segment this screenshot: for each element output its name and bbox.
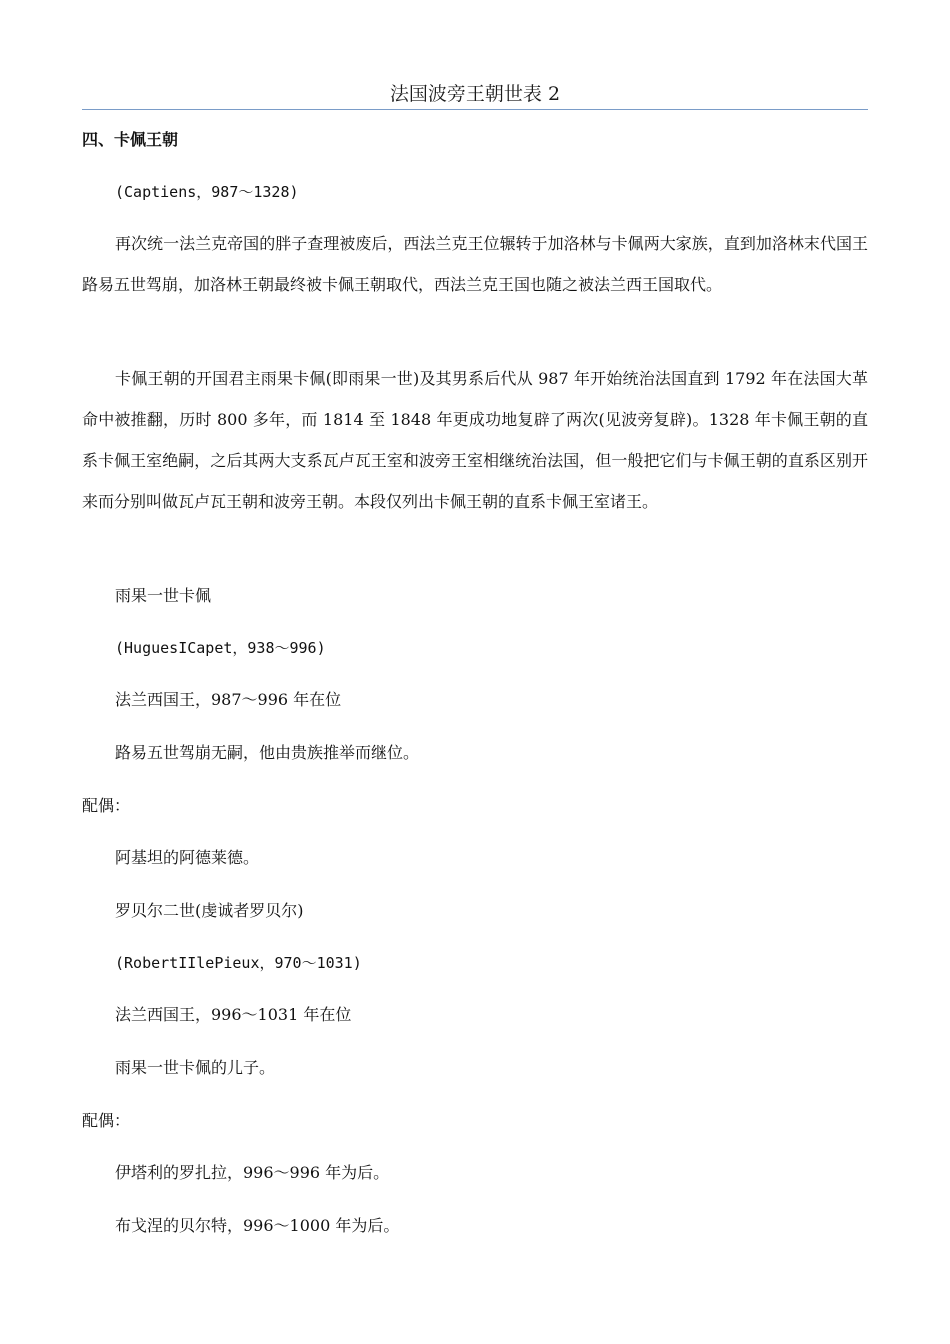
king-reign: 法兰西国王，996～1031 年在位 xyxy=(115,1005,352,1024)
paragraph-intro: 再次统一法兰克帝国的胖子查理被废后，西法兰克王位辗转于加洛林与卡佩两大家族，直到加洛林末代国王路易五世驾崩，加洛林王朝最终被卡佩王朝取代，西法兰克王国也随之被法兰西王国取代。 xyxy=(82,234,868,294)
section-heading: 四、卡佩王朝 xyxy=(82,130,179,149)
page-header-title: 法国波旁王朝世表 2 xyxy=(389,83,561,105)
king-name: 罗贝尔二世(虔诚者罗贝尔) xyxy=(115,901,304,920)
spouse-item: 阿基坦的阿德莱德。 xyxy=(115,848,260,867)
king-reign: 法兰西国王，987～996 年在位 xyxy=(115,690,342,709)
king-latin-name: (HuguesICapet，938～996) xyxy=(115,639,326,657)
spouse-label: 配偶： xyxy=(82,1111,131,1130)
king-latin-name: (RobertIIlePieux，970～1031) xyxy=(115,954,362,972)
paragraph-dynasty: 卡佩王朝的开国君主雨果卡佩(即雨果一世)及其男系后代从 987 年开始统治法国直到 1792 年在法国大革命中被推翻，历时 800 多年，而 1814 至 1848 年更成功地复辟了两次(见波旁复辟)。1328 年卡佩王朝的直系卡佩王室绝嗣，之后其两大支系瓦卢瓦王室和波旁王室相继统治法国，但一般把它们与卡佩王朝的直系区别开来而分别叫做瓦卢瓦王朝和波旁王朝。本段仅列出卡佩王朝的直系卡佩王室诸王。 xyxy=(82,369,868,511)
spouse-item: 伊塔利的罗扎拉，996～996 年为后。 xyxy=(115,1163,390,1182)
spouse-item: 布戈涅的贝尔特，996～1000 年为后。 xyxy=(115,1216,400,1235)
king-note: 路易五世驾崩无嗣，他由贵族推举而继位。 xyxy=(115,743,420,762)
king-name: 雨果一世卡佩 xyxy=(115,586,212,605)
king-note: 雨果一世卡佩的儿子。 xyxy=(115,1058,276,1077)
spouse-label: 配偶： xyxy=(82,796,131,815)
section-subtitle: (Captiens，987～1328) xyxy=(115,183,299,201)
header-divider xyxy=(82,109,868,110)
